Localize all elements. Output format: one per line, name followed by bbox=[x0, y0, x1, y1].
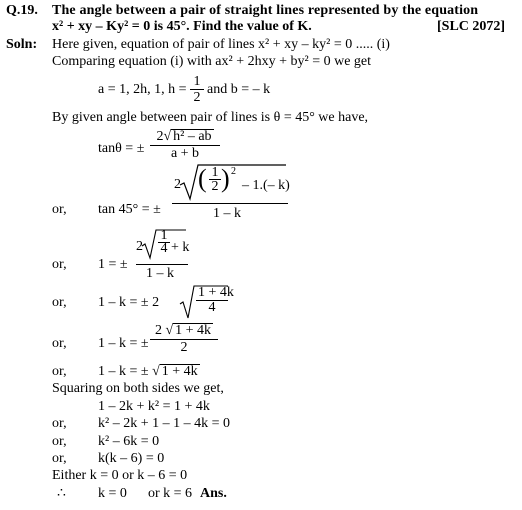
or-label-2: or, bbox=[52, 257, 67, 272]
tan-theta-fraction: 2√ h² – ab a + b bbox=[150, 129, 220, 162]
or-label-7: or, bbox=[52, 434, 67, 449]
tan45-lhs: tan 45° = ± bbox=[98, 202, 161, 217]
eq8-fraction: 1 + 4k 4 bbox=[198, 285, 234, 315]
eq9-lhs: 1 – k = ± bbox=[98, 336, 149, 351]
fraction-bar bbox=[172, 203, 288, 204]
answer-label: Ans. bbox=[200, 486, 227, 501]
tan45-denominator: 1 – k bbox=[213, 206, 241, 221]
eq10-lhs: 1 – k = ± √ 1 + 4k bbox=[98, 364, 198, 379]
eq8-lhs: 1 – k = ± 2 bbox=[98, 295, 160, 310]
eq7-num-rest: + k bbox=[171, 240, 190, 255]
squaring-text: Squaring on both sides we get, bbox=[52, 381, 224, 396]
question-text-line2: x² + xy – Ky² = 0 is 45°. Find the value of K. bbox=[52, 19, 312, 34]
eq7-lhs: 1 = ± bbox=[98, 257, 128, 272]
result-k6: or k = 6 bbox=[148, 486, 193, 501]
inner-half: 1 2 bbox=[209, 166, 221, 193]
eq15: k(k – 6) = 0 bbox=[98, 451, 165, 466]
or-label-4: or, bbox=[52, 336, 67, 351]
exponent: 2 bbox=[231, 166, 236, 177]
solution-line-angle: By given angle between pair of lines is θ = 45° we have, bbox=[52, 110, 369, 125]
question-text-line1: The angle between a pair of straight lines represented by the equation bbox=[52, 3, 479, 18]
paren-right: ) bbox=[221, 164, 230, 193]
question-source: [SLC 2072] bbox=[437, 19, 506, 34]
or-label-8: or, bbox=[52, 451, 67, 466]
tan45-num-coef: 2 bbox=[174, 177, 181, 192]
or-label-1: or, bbox=[52, 202, 67, 217]
solution-line-comparing: Comparing equation (i) with ax² + 2hxy + by² = 0 we get bbox=[52, 54, 372, 69]
eq7-denominator: 1 – k bbox=[146, 266, 174, 281]
inner-quarter: 1 4 bbox=[158, 230, 170, 255]
or-label-3: or, bbox=[52, 295, 67, 310]
fraction-bar bbox=[136, 264, 188, 265]
solution-label: Soln: bbox=[6, 37, 38, 52]
therefore-symbol: ∴ bbox=[57, 486, 66, 501]
eq14: k² – 6k = 0 bbox=[98, 434, 160, 449]
either-line: Either k = 0 or k – 6 = 0 bbox=[52, 468, 188, 483]
tan-theta-lhs: tanθ = ± bbox=[98, 141, 145, 156]
tan45-num-rest: – 1.(– k) bbox=[242, 178, 290, 193]
result-k0: k = 0 bbox=[98, 486, 127, 501]
coefficients-text: a = 1, 2h, 1, h = bbox=[98, 82, 187, 97]
solution-line-given: Here given, equation of pair of lines x² + xy – ky² = 0 ..... (i) bbox=[52, 37, 390, 52]
paren-left: ( bbox=[198, 164, 207, 193]
eq7-num-coef: 2 bbox=[136, 239, 143, 254]
fraction-half: 1 2 bbox=[190, 74, 204, 105]
eq12: 1 – 2k + k² = 1 + 4k bbox=[98, 399, 210, 414]
or-label-6: or, bbox=[52, 416, 67, 431]
coefficients-b: and b = – k bbox=[207, 82, 271, 97]
or-label-5: or, bbox=[52, 364, 67, 379]
eq13: k² – 2k + 1 – 1 – 4k = 0 bbox=[98, 416, 230, 431]
eq9-fraction: 2 √ 1 + 4k 2 bbox=[150, 323, 218, 356]
question-label: Q.19. bbox=[6, 3, 38, 18]
